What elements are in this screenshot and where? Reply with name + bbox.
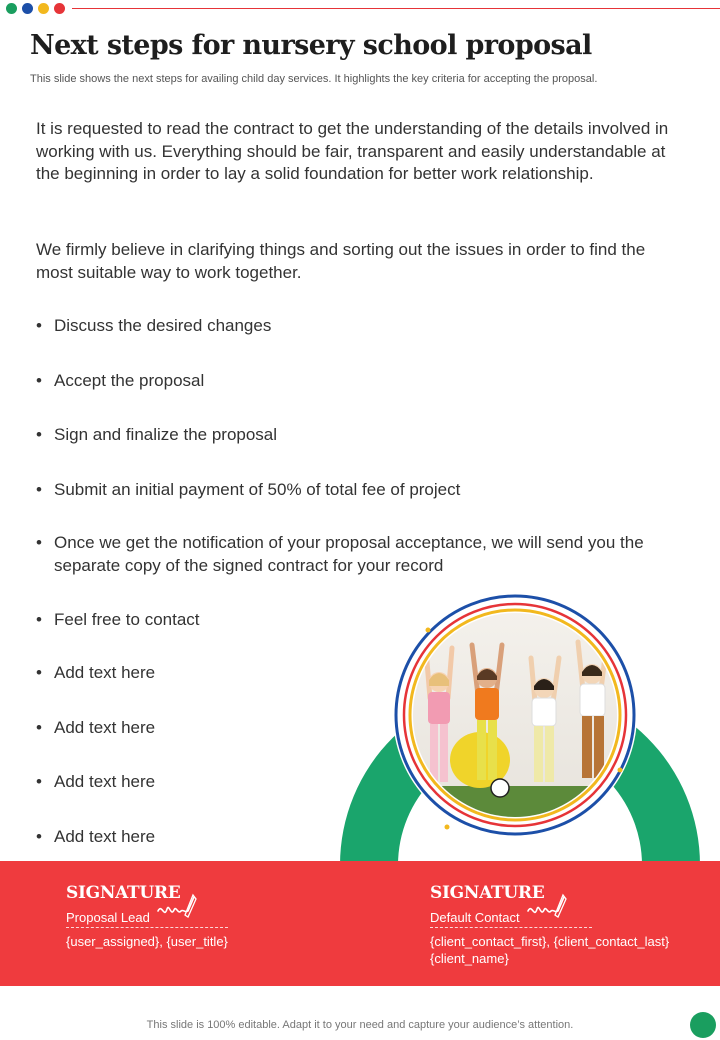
list-item: • Add text here: [36, 662, 686, 685]
list-item: • Add text here: [36, 771, 686, 794]
signature-scribble-icon: [526, 893, 568, 925]
page-title: Next steps for nursery school proposal: [30, 30, 592, 61]
belief-paragraph: We firmly believe in clarifying things and sorting out the issues in order to find the most suitable way to work together.: [36, 240, 646, 282]
blue-dot-icon: [22, 3, 33, 14]
list-item: • Sign and finalize the proposal: [36, 424, 686, 447]
signature-line: [430, 927, 592, 928]
signature-heading: SIGNATURE: [430, 883, 545, 903]
list-item: • Once we get the notification of your proposal acceptance, we will send you the separate copy of the signed contract for your record: [36, 532, 686, 577]
signature-values: {client_contact_first}, {client_contact_last} {client_name}: [430, 934, 670, 966]
list-item: • Add text here: [36, 826, 686, 849]
children-photo-graphic: [330, 590, 710, 865]
signature-line: [66, 927, 228, 928]
header-divider: [72, 8, 720, 9]
footer-note: This slide is 100% editable. Adapt it to your need and capture your audience’s attention.: [146, 1019, 574, 1031]
children-illustration: [330, 590, 710, 865]
signature-band: [0, 861, 720, 986]
signature-heading: SIGNATURE: [66, 883, 181, 903]
signature-role: Proposal Lead: [66, 910, 150, 925]
list-item: • Discuss the desired changes: [36, 315, 686, 338]
signature-scribble-icon: [156, 893, 198, 925]
signature-block-default-contact: [430, 883, 670, 967]
signature-block-proposal-lead: [66, 883, 228, 950]
intro-paragraph: It is requested to read the contract to get the understanding of the details involved in working with us. Everything should be fair, transparent and easily understandable at the beginning in order to lay a solid foundation for better work relationship.: [36, 119, 669, 184]
signature-values: {user_assigned}, {user_title}: [66, 934, 228, 949]
signature-role: Default Contact: [430, 910, 520, 925]
green-dot-icon: [6, 3, 17, 14]
list-item: • Add text here: [36, 717, 686, 740]
page-subtitle: This slide shows the next steps for availing child day services. It highlights the key criteria for accepting the proposal.: [30, 73, 598, 85]
list-item: • Accept the proposal: [36, 370, 686, 393]
red-dot-icon: [54, 3, 65, 14]
yellow-dot-icon: [38, 3, 49, 14]
green-circle-icon: [690, 1012, 716, 1038]
signature-role-row: [66, 907, 228, 925]
list-item: • Submit an initial payment of 50% of total fee of project: [36, 479, 686, 502]
signature-role-row: [430, 907, 670, 925]
brand-dots: [6, 3, 65, 14]
list-item: • Feel free to contact: [36, 609, 686, 632]
